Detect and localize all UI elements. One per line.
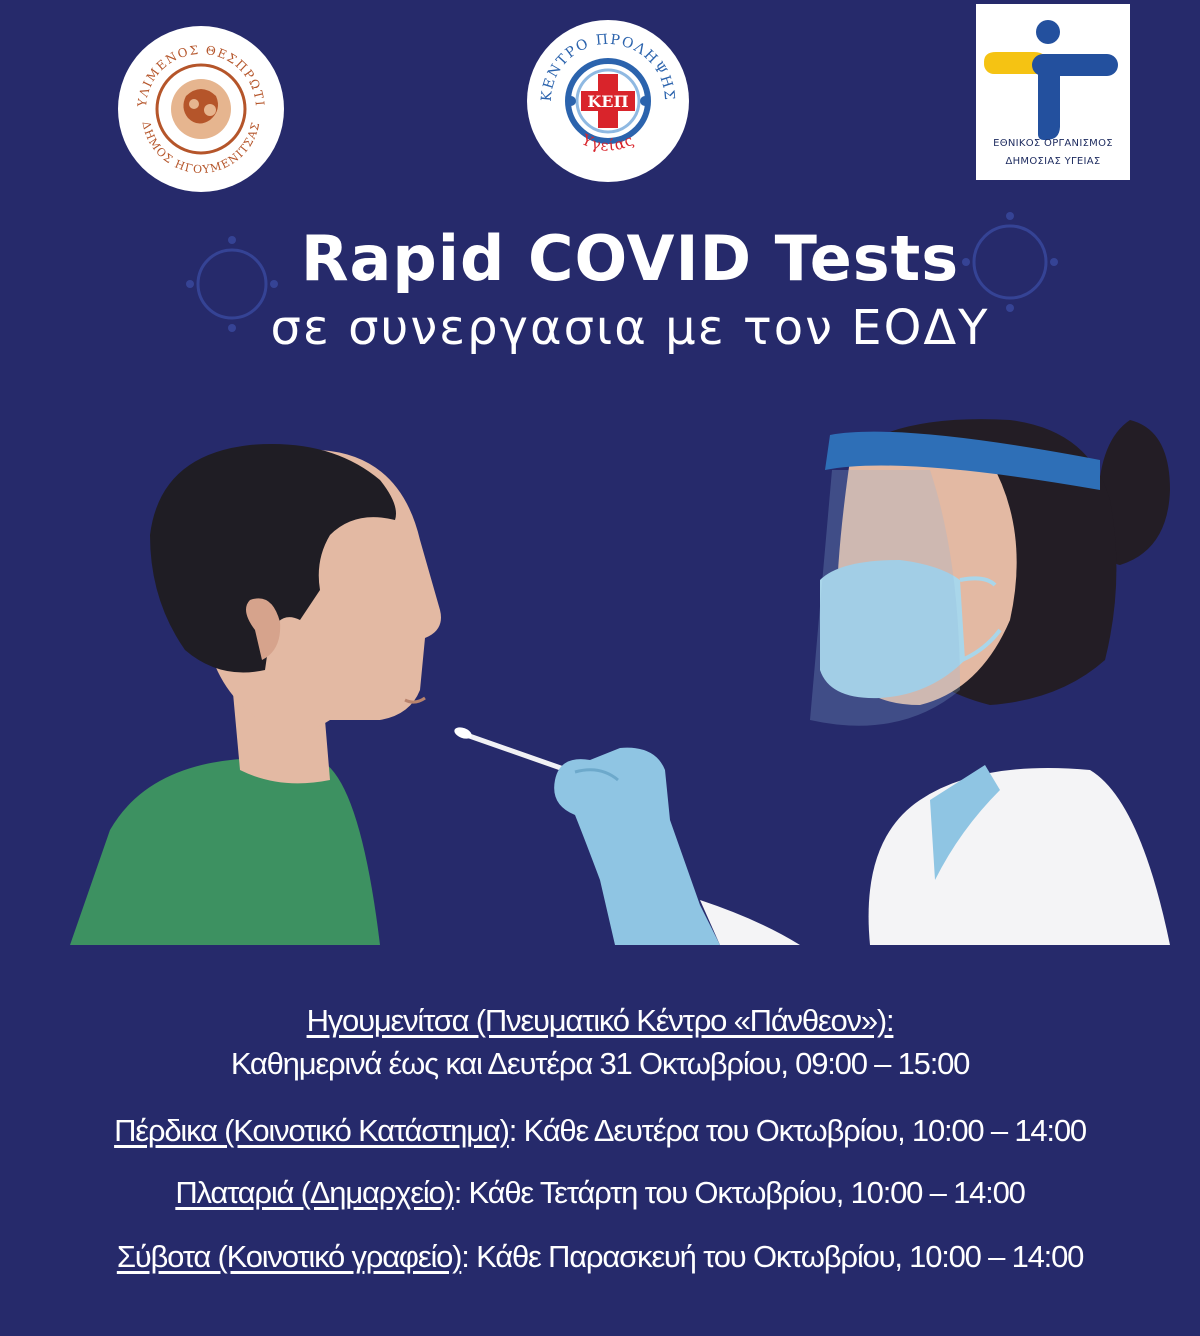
kep-bottom-text: Υγείας [578,130,638,155]
page-subtitle: σε συνεργασια με τον ΕΟΔΥ [270,300,990,356]
schedule-location: Σύβοτα (Κοινοτικό γραφείο) [116,1239,462,1274]
glove-icon [554,748,720,945]
page-title: Rapid COVID Tests [300,222,960,295]
schedule-item-igoumenitsa-location [0,1003,1200,1039]
schedule-item-igoumenitsa-details [0,1046,1200,1082]
schedule-location: Ηγουμενίτσα (Πνευματικό Κέντρο «Πάνθεον»): [306,1003,894,1038]
schedule-details: Καθημερινά έως και Δευτέρα 31 Οκτωβρίου, 09:00 – 15:00 [230,1046,970,1081]
schedule-details: : Κάθε Τετάρτη του Οκτωβρίου, 10:00 – 14:00 [453,1175,1025,1210]
kep-center-text: ΚΕΠ [587,92,629,111]
eody-text-line2: ΔΗΜΟΣΙΑΣ ΥΓΕΙΑΣ [1005,156,1101,167]
health-worker-figure [700,419,1170,945]
schedule-item-perdika [0,1113,1200,1149]
dimos-bottom-text: ΔΗΜΟΣ ΗΓΟΥΜΕΝΙΤΣΑΣ [139,120,263,177]
schedule-details: : Κάθε Παρασκευή του Οκτωβρίου, 10:00 – 14:00 [461,1239,1084,1274]
dimos-top-text: ΥΛΙΜΕΝΟΣ ΘΕΣΠΡΩΤΙ [134,42,268,108]
kep-top-text: ΚΕΝΤΡΟ ΠΡΟΛΗΨΗΣ [538,31,678,103]
schedule-item-syvota [0,1239,1200,1275]
schedule-item-platariа [0,1175,1200,1211]
testing-illustration [0,360,1200,945]
schedule-location: Πέρδικα (Κοινοτικό Κατάστημα) [114,1113,509,1148]
schedule-details: : Κάθε Δευτέρα του Οκτωβρίου, 10:00 – 14:00 [508,1113,1086,1148]
patient-figure [70,444,441,945]
schedule-location: Πλαταριά (Δημαρχείο) [175,1175,454,1210]
eody-text-line1: ΕΘΝΙΚΟΣ ΟΡΓΑΝΙΣΜΟΣ [993,138,1113,149]
